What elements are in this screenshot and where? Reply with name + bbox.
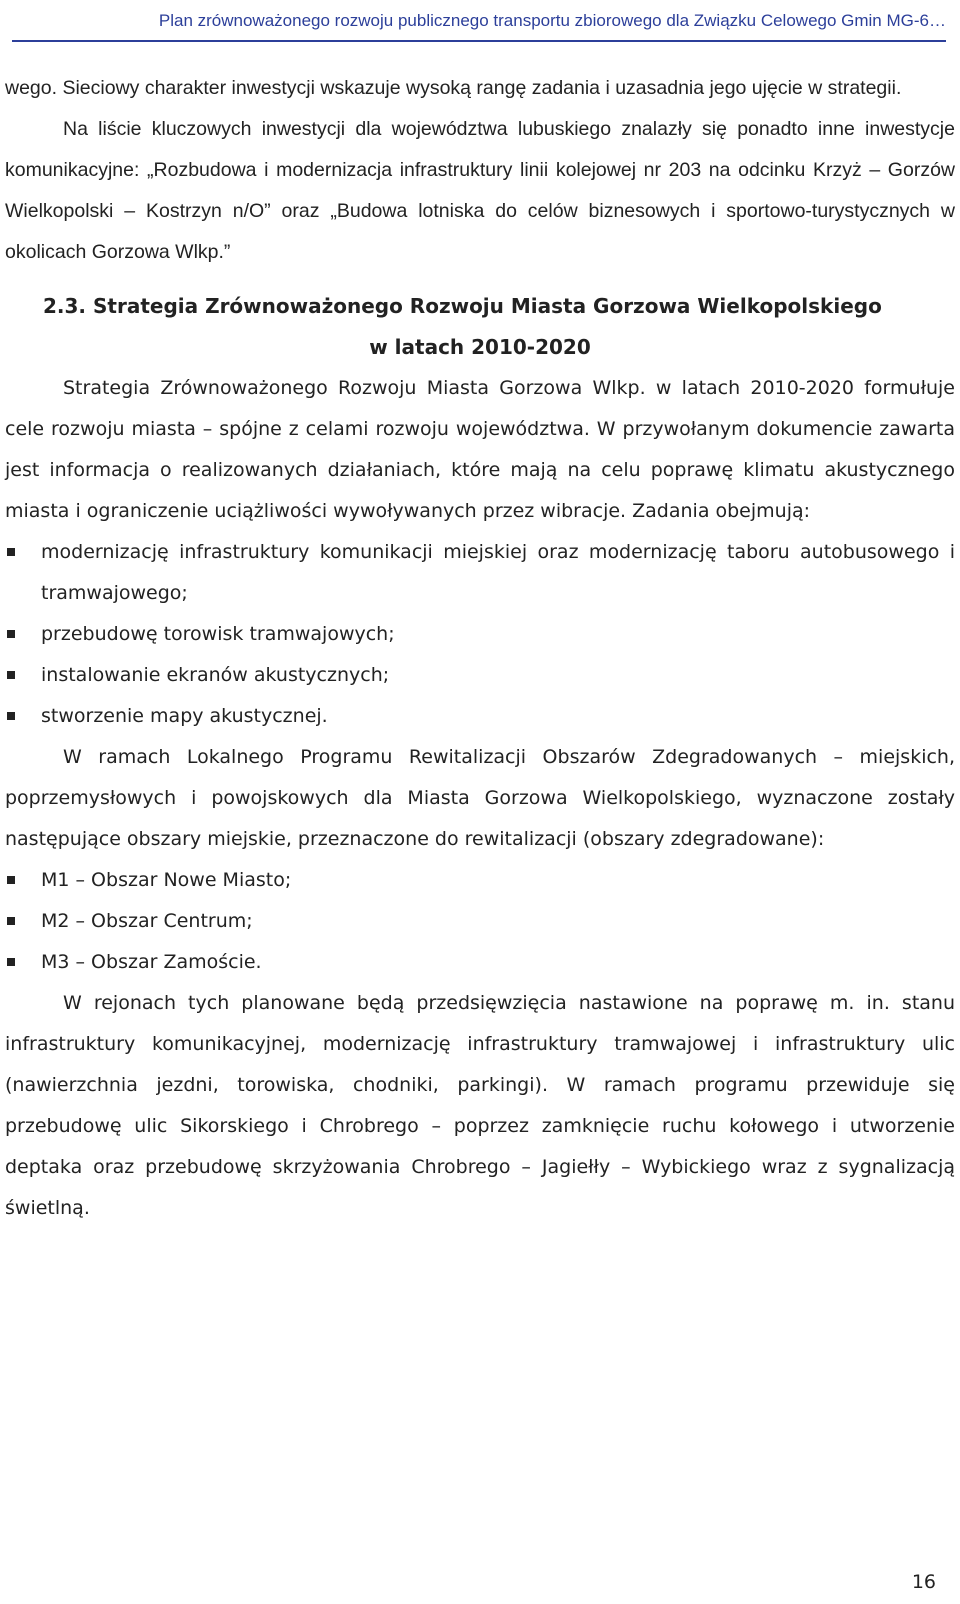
section-heading — [5, 286, 955, 368]
section-heading-line2: w latach 2010-2020 — [369, 335, 591, 359]
section-heading-line1: 2.3. Strategia Zrównoważonego Rozwoju Miasta Gorzowa Wielkopolskiego — [43, 294, 882, 318]
square-bullet-icon — [7, 958, 15, 966]
tasks-list — [5, 532, 955, 737]
page-number: 16 — [911, 1571, 936, 1593]
list-item: stworzenie mapy akustycznej. — [5, 696, 955, 737]
planned-projects-paragraph: W rejonach tych planowane będą przedsięwzięcia nastawione na poprawę m. in. stanu infrastruktury komunikacyjnej, modernizację infrastruktury tramwajowej i infrastruktury ulic (nawierzchnia jezdni, torowiska, chodniki, parkingi). W ramach programu przewiduje się przebudowę ulic Sikorskiego i Chrobrego – poprzez zamknięcie ruchu kołowego i utworzenie deptaka oraz przebudowę skrzyżowania Chrobrego – Jagiełły – Wybickiego wraz z sygnalizacją świetlną. — [5, 992, 955, 1219]
list-item: przebudowę torowisk tramwajowych; — [5, 614, 955, 655]
running-header — [12, 6, 946, 42]
intro-paragraph-continued: wego. Sieciowy charakter inwestycji wskazuje wysoką rangę zadania i uzasadnia jego ujęcie w strategii. — [5, 77, 902, 99]
list-item: M3 – Obszar Zamoście. — [5, 942, 955, 983]
list-item: M1 – Obszar Nowe Miasto; — [5, 860, 955, 901]
intro-paragraph-investments: Na liście kluczowych inwestycji dla województwa lubuskiego znalazły się ponadto inne inwestycje komunikacyjne: „Rozbudowa i modernizacja infrastruktury linii kolejowej nr 203 na odcinku Krzyż – Gorzów Wielkopolski – Kostrzyn n/O” oraz „Budowa lotniska do celów biznesowych i sportowo-turystycznych w okolicach Gorzowa Wlkp.” — [5, 118, 955, 263]
revitalization-paragraph: W ramach Lokalnego Programu Rewitalizacji Obszarów Zdegradowanych – miejskich, poprzemysłowych i powojskowych dla Miasta Gorzowa Wielkopolskiego, wyznaczone zostały następujące obszary miejskie, przeznaczone do rewitalizacji (obszary zdegradowane): — [5, 746, 955, 850]
square-bullet-icon — [7, 712, 15, 720]
square-bullet-icon — [7, 630, 15, 638]
list-item: modernizację infrastruktury komunikacji miejskiej oraz modernizację taboru autobusowego i tramwajowego; — [5, 532, 955, 614]
square-bullet-icon — [7, 876, 15, 884]
list-item: M2 – Obszar Centrum; — [5, 901, 955, 942]
square-bullet-icon — [7, 671, 15, 679]
page-body — [5, 68, 955, 1229]
header-title: Plan zrównoważonego rozwoju publicznego transportu zbiorowego dla Związku Celowego Gmin MG-6… — [158, 11, 946, 30]
strategy-paragraph: Strategia Zrównoważonego Rozwoju Miasta Gorzowa Wlkp. w latach 2010-2020 formułuje cele rozwoju miasta – spójne z celami rozwoju województwa. W przywołanym dokumencie zawarta jest informacja o realizowanych działaniach, które mają na celu poprawę klimatu akustycznego miasta i ograniczenie uciążliwości wywoływanych przez wibracje. Zadania obejmują: — [5, 377, 955, 522]
square-bullet-icon — [7, 917, 15, 925]
list-item: instalowanie ekranów akustycznych; — [5, 655, 955, 696]
areas-list — [5, 860, 955, 983]
square-bullet-icon — [7, 548, 15, 556]
